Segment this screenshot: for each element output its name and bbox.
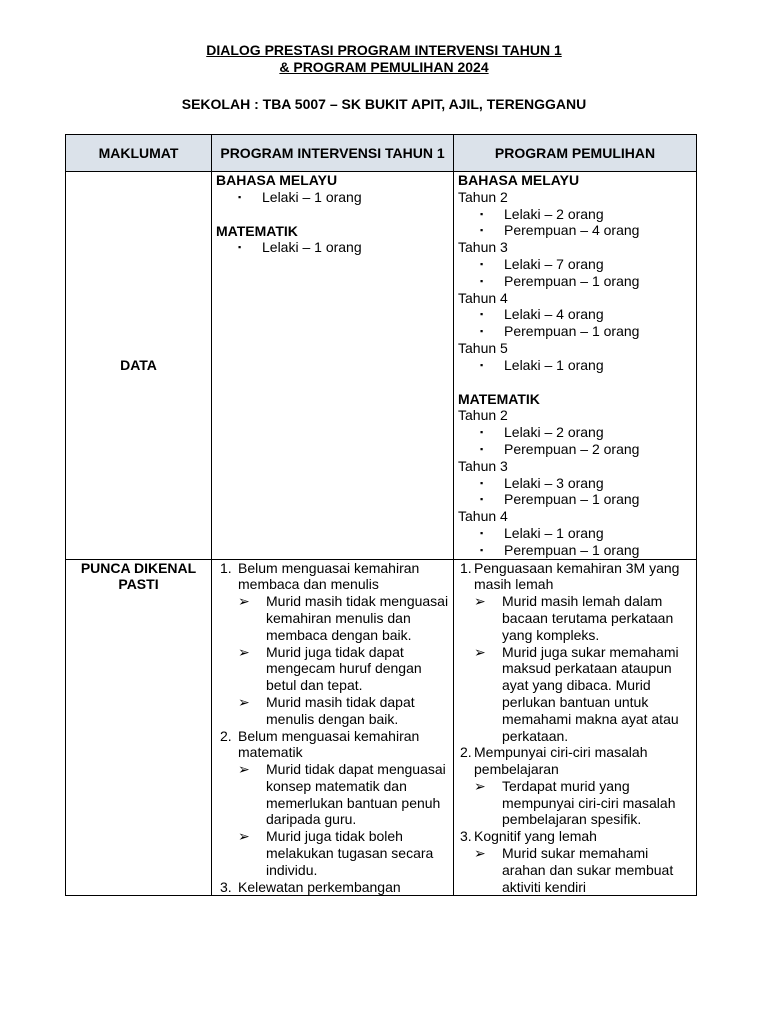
list-item-text: Perempuan – 1 orang <box>504 541 640 558</box>
square-bullet-icon: ▪ <box>480 359 484 370</box>
table-row-punca <box>66 559 697 896</box>
list-item <box>480 424 692 441</box>
arrow-item-text: Murid juga sukar memahami maksud perkataan ataupun ayat yang dibaca. Murid perlukan bantuan untuk memahami makna ayat atau perkataan. <box>502 643 679 744</box>
bullet-list <box>458 475 692 509</box>
arrow-item-text: Murid juga tidak dapat mengecam huruf dengan betul dan tepat. <box>266 643 422 694</box>
arrow-item-text: Murid masih lemah dalam bacaan terutama perkataan yang kompleks. <box>502 593 674 643</box>
list-item-text: Perempuan – 4 orang <box>504 222 640 239</box>
square-bullet-icon: ▪ <box>480 544 484 555</box>
arrow-item-text: Murid masih tidak menguasai kemahiran menulis dan membaca dengan baik. <box>266 593 449 643</box>
header-intervensi: PROGRAM INTERVENSI TAHUN 1 <box>212 135 454 172</box>
header-maklumat: MAKLUMAT <box>66 135 212 172</box>
year-label: Tahun 3 <box>458 457 508 474</box>
arrow-item-text: Murid tidak dapat menguasai konsep matematik dan memerlukan bantuan penuh daripada guru. <box>266 761 446 828</box>
arrow-item <box>474 593 692 643</box>
arrow-item <box>474 778 692 828</box>
numbered-item <box>458 560 692 745</box>
table-header-row <box>66 135 697 172</box>
item-text: Kognitif yang lemah <box>474 828 597 845</box>
item-number: 3. <box>220 878 232 895</box>
numbered-item <box>458 828 692 895</box>
square-bullet-icon: ▪ <box>480 225 484 236</box>
square-bullet-icon: ▪ <box>480 208 484 219</box>
cell-data-pemulihan <box>454 172 697 560</box>
list-item <box>238 189 449 206</box>
arrow-item <box>474 644 692 745</box>
year-label: Tahun 2 <box>458 188 508 205</box>
item-text: Belum menguasai kemahiran matematik <box>238 727 420 761</box>
arrow-item <box>474 845 692 895</box>
list-item <box>480 491 692 508</box>
item-text: Mempunyai ciri-ciri masalah pembelajaran <box>474 744 648 778</box>
subject-heading: BAHASA MELAYU <box>458 172 580 188</box>
arrow-item-text: Murid sukar memahami arahan dan sukar membuat aktiviti kendiri <box>502 845 674 895</box>
square-bullet-icon: ▪ <box>480 443 484 454</box>
bullet-list <box>458 357 692 374</box>
subject-heading: BAHASA MELAYU <box>216 172 338 188</box>
cell-punca-pemulihan <box>454 559 697 896</box>
arrow-list <box>238 593 449 727</box>
square-bullet-icon: ▪ <box>480 258 484 269</box>
square-bullet-icon: ▪ <box>238 242 242 253</box>
school-line: SEKOLAH : TBA 5007 – SK BUKIT APIT, AJIL, TERENGGANU <box>181 96 587 112</box>
bullet-list <box>458 525 692 559</box>
square-bullet-icon: ▪ <box>480 527 484 538</box>
row-label-data: DATA <box>66 172 212 560</box>
numbered-list <box>216 560 449 896</box>
list-item-text: Lelaki – 1 orang <box>504 356 604 373</box>
list-item-text: Lelaki – 1 orang <box>504 524 604 541</box>
item-text: Belum menguasai kemahiran membaca dan menulis <box>238 559 420 593</box>
arrow-item-text: Murid juga tidak boleh melakukan tugasan secara individu. <box>266 828 434 878</box>
arrow-list <box>474 778 692 828</box>
square-bullet-icon: ▪ <box>480 427 484 438</box>
list-item <box>480 256 692 273</box>
list-item <box>480 525 692 542</box>
year-label: Tahun 2 <box>458 407 508 424</box>
title-line-2: & PROGRAM PEMULIHAN 2024 <box>279 59 489 75</box>
arrow-list <box>474 593 692 744</box>
list-item <box>480 323 692 340</box>
arrow-bullet-icon: ➢ <box>474 777 486 794</box>
mt-year-groups <box>458 407 692 558</box>
bullet-list <box>458 424 692 458</box>
item-text: Kelewatan perkembangan <box>238 878 401 895</box>
bullet-list <box>458 306 692 340</box>
list-item <box>480 475 692 492</box>
arrow-bullet-icon: ➢ <box>238 643 250 660</box>
bullet-list <box>458 256 692 290</box>
arrow-bullet-icon: ➢ <box>238 593 250 610</box>
list-item <box>238 239 449 256</box>
list-item-text: Lelaki – 3 orang <box>504 474 604 491</box>
bullet-list <box>216 189 449 206</box>
list-item-text: Lelaki – 4 orang <box>504 306 604 323</box>
item-number: 3. <box>460 828 472 845</box>
arrow-item <box>238 761 449 828</box>
numbered-item <box>216 879 449 896</box>
list-item <box>480 357 692 374</box>
numbered-item <box>216 728 449 879</box>
item-number: 1. <box>460 559 472 576</box>
arrow-item <box>238 694 449 728</box>
list-item-text: Lelaki – 1 orang <box>262 188 362 205</box>
bullet-list <box>216 239 449 256</box>
arrow-item <box>238 828 449 878</box>
arrow-item-text: Terdapat murid yang mempunyai ciri-ciri masalah pembelajaran spesifik. <box>502 777 676 828</box>
list-item <box>480 306 692 323</box>
row-label-punca: PUNCA DIKENAL PASTI <box>66 559 212 896</box>
square-bullet-icon: ▪ <box>480 309 484 320</box>
numbered-item <box>216 560 449 728</box>
year-label: Tahun 3 <box>458 239 508 256</box>
square-bullet-icon: ▪ <box>480 494 484 505</box>
report-table <box>65 134 697 896</box>
arrow-bullet-icon: ➢ <box>238 828 250 845</box>
bm-year-groups <box>458 189 692 374</box>
list-item-text: Lelaki – 7 orang <box>504 255 604 272</box>
arrow-bullet-icon: ➢ <box>474 643 486 660</box>
bullet-list <box>458 206 692 240</box>
year-label: Tahun 5 <box>458 339 508 356</box>
item-number: 2. <box>220 727 232 744</box>
cell-data-intervensi <box>212 172 454 560</box>
square-bullet-icon: ▪ <box>480 477 484 488</box>
square-bullet-icon: ▪ <box>480 326 484 337</box>
list-item-text: Lelaki – 1 orang <box>262 239 362 256</box>
numbered-item <box>458 744 692 828</box>
list-item-text: Perempuan – 1 orang <box>504 491 640 508</box>
title-line-1: DIALOG PRESTASI PROGRAM INTERVENSI TAHUN 1 <box>206 42 562 58</box>
numbered-list <box>458 560 692 896</box>
header-pemulihan: PROGRAM PEMULIHAN <box>454 135 697 172</box>
list-item-text: Lelaki – 2 orang <box>504 424 604 441</box>
cell-punca-intervensi <box>212 559 454 896</box>
year-label: Tahun 4 <box>458 508 508 525</box>
arrow-item <box>238 593 449 643</box>
arrow-bullet-icon: ➢ <box>238 693 250 710</box>
list-item <box>480 206 692 223</box>
list-item <box>480 542 692 559</box>
square-bullet-icon: ▪ <box>480 275 484 286</box>
list-item <box>480 441 692 458</box>
arrow-list <box>474 845 692 895</box>
arrow-item <box>238 644 449 694</box>
item-text: Penguasaan kemahiran 3M yang masih lemah <box>474 559 680 593</box>
square-bullet-icon: ▪ <box>238 191 242 202</box>
year-label: Tahun 4 <box>458 289 508 306</box>
list-item <box>480 222 692 239</box>
subject-heading: MATEMATIK <box>216 222 298 239</box>
list-item-text: Perempuan – 1 orang <box>504 323 640 340</box>
list-item-text: Perempuan – 2 orang <box>504 440 640 457</box>
list-item-text: Perempuan – 1 orang <box>504 272 640 289</box>
arrow-item-text: Murid masih tidak dapat menulis dengan baik. <box>266 693 415 727</box>
list-item <box>480 273 692 290</box>
table-row-data <box>66 172 697 560</box>
item-number: 2. <box>460 744 472 761</box>
arrow-list <box>238 761 449 879</box>
item-number: 1. <box>220 559 232 576</box>
subject-heading: MATEMATIK <box>458 390 540 407</box>
list-item-text: Lelaki – 2 orang <box>504 205 604 222</box>
arrow-bullet-icon: ➢ <box>474 845 486 862</box>
arrow-bullet-icon: ➢ <box>238 761 250 778</box>
document-title <box>0 42 768 76</box>
arrow-bullet-icon: ➢ <box>474 593 486 610</box>
